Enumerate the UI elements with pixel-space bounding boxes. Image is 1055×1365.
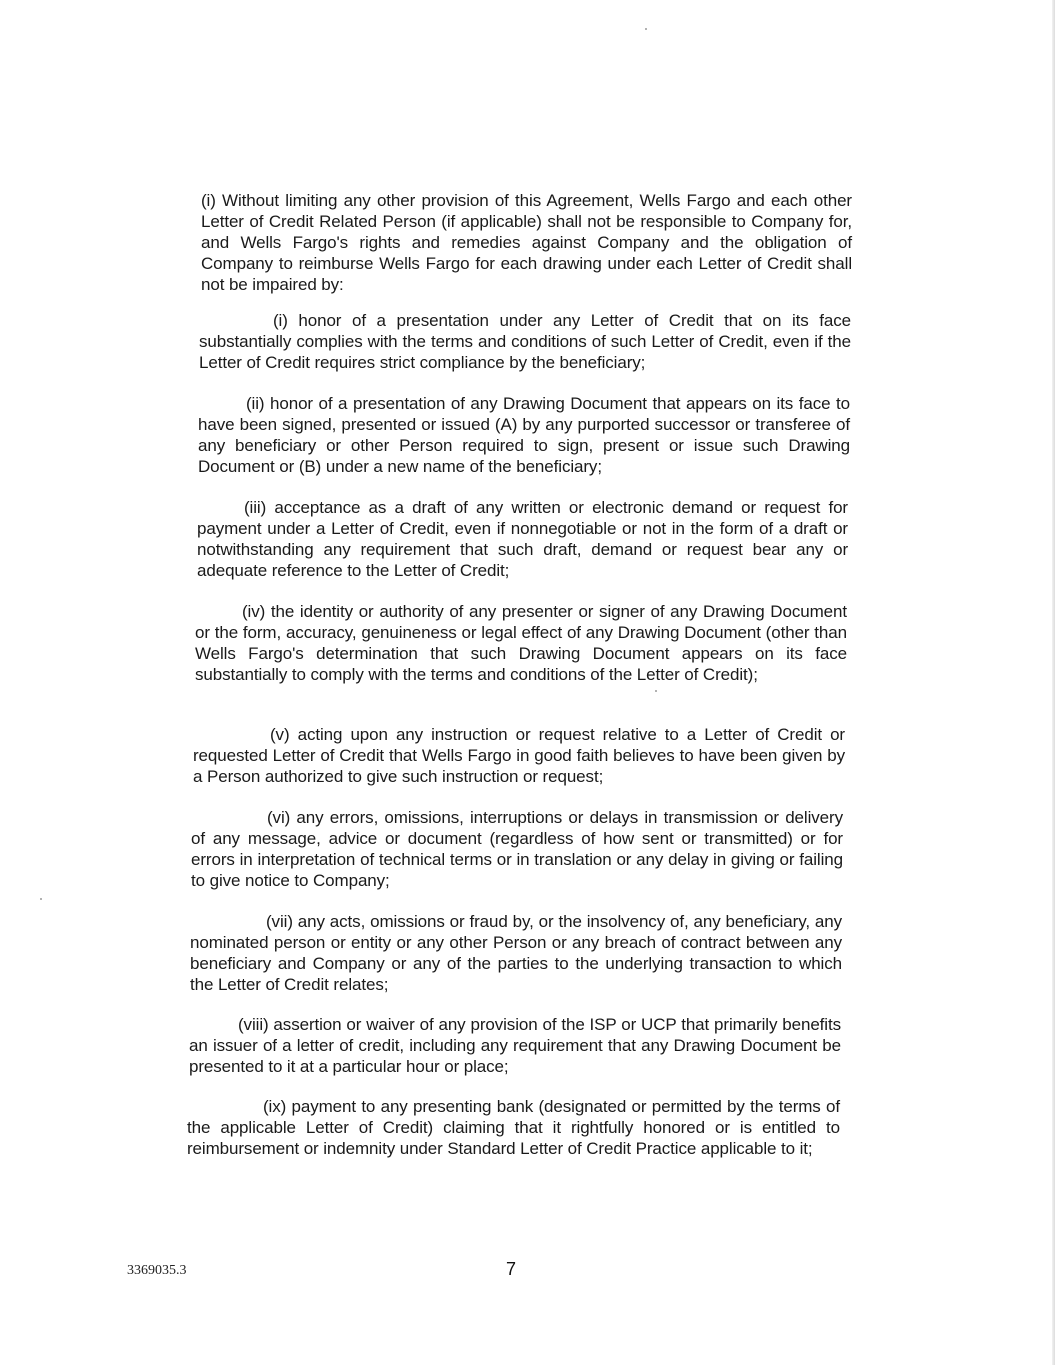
clause-text: (ix) payment to any presenting bank (designated or permitted by the terms of the applicable Letter of Credit) claiming that it rightfully honored or is entitled to reimbursement or indemnity under Standard Letter of Credit Practice applicable to it;: [187, 1097, 840, 1158]
clause-text: (iii) acceptance as a draft of any written or electronic demand or request for payment under a Letter of Credit, even if nonnegotiable or not in the form of a draft or notwithstanding any requirement that such draft, demand or request bear any or adequate reference to the Letter of Credit;: [197, 498, 848, 580]
paragraph-intro: [201, 190, 852, 295]
page-number: 7: [506, 1259, 517, 1279]
scan-speck: [40, 898, 42, 900]
clause-ix: [187, 1096, 840, 1159]
clause-iv: [195, 601, 847, 685]
document-id: 3369035.3: [127, 1263, 187, 1278]
scan-speck: [645, 28, 647, 30]
clause-v: [193, 724, 845, 787]
paragraph-text: (i) Without limiting any other provision of this Agreement, Wells Fargo and each other Letter of Credit Related Person (if applicable) shall not be responsible to Company for, and Wells Fargo's rights and remedies against Company and the obligation of Company to reimburse Wells Fargo for each drawing under each Letter of Credit shall not be impaired by:: [201, 191, 852, 294]
clause-iii: [197, 497, 848, 581]
clause-text: (i) honor of a presentation under any Letter of Credit that on its face substantially complies with the terms and conditions of such Letter of Credit, even if the Letter of Credit requires strict compliance by the beneficiary;: [199, 311, 851, 372]
clause-text: (ii) honor of a presentation of any Drawing Document that appears on its face to have been signed, presented or issued (A) by any purported successor or transferee of any beneficiary or other Person required to sign, present or issue such Drawing Document or (B) under a new name of the beneficiary;: [198, 394, 850, 476]
clause-text: (v) acting upon any instruction or request relative to a Letter of Credit or requested Letter of Credit that Wells Fargo in good faith believes to have been given by a Person authorized to give such instruction or request;: [193, 725, 845, 786]
clause-viii: [189, 1014, 841, 1077]
clause-vi: [191, 807, 843, 891]
clause-text: (viii) assertion or waiver of any provision of the ISP or UCP that primarily benefits an issuer of a letter of credit, including any requirement that any Drawing Document be presented to it at a particular hour or place;: [189, 1015, 841, 1076]
clause-vii: [190, 911, 842, 995]
clause-i: [199, 310, 851, 373]
clause-text: (vii) any acts, omissions or fraud by, or the insolvency of, any beneficiary, any nominated person or entity or any other Person or any breach of contract between any beneficiary and Company or any of the parties to the underlying transaction to which the Letter of Credit relates;: [190, 912, 842, 994]
clause-ii: [198, 393, 850, 477]
scan-speck: [655, 690, 657, 692]
clause-text: (iv) the identity or authority of any presenter or signer of any Drawing Document or the form, accuracy, genuineness or legal effect of any Drawing Document (other than Wells Fargo's determination that such Drawing Document appears on its face substantially to comply with the terms and conditions of the Letter of Credit);: [195, 602, 847, 684]
clause-text: (vi) any errors, omissions, interruptions or delays in transmission or delivery of any message, advice or document (regardless of how sent or transmitted) or for errors in interpretation of technical terms or in translation or any delay in giving or failing to give notice to Company;: [191, 808, 843, 890]
